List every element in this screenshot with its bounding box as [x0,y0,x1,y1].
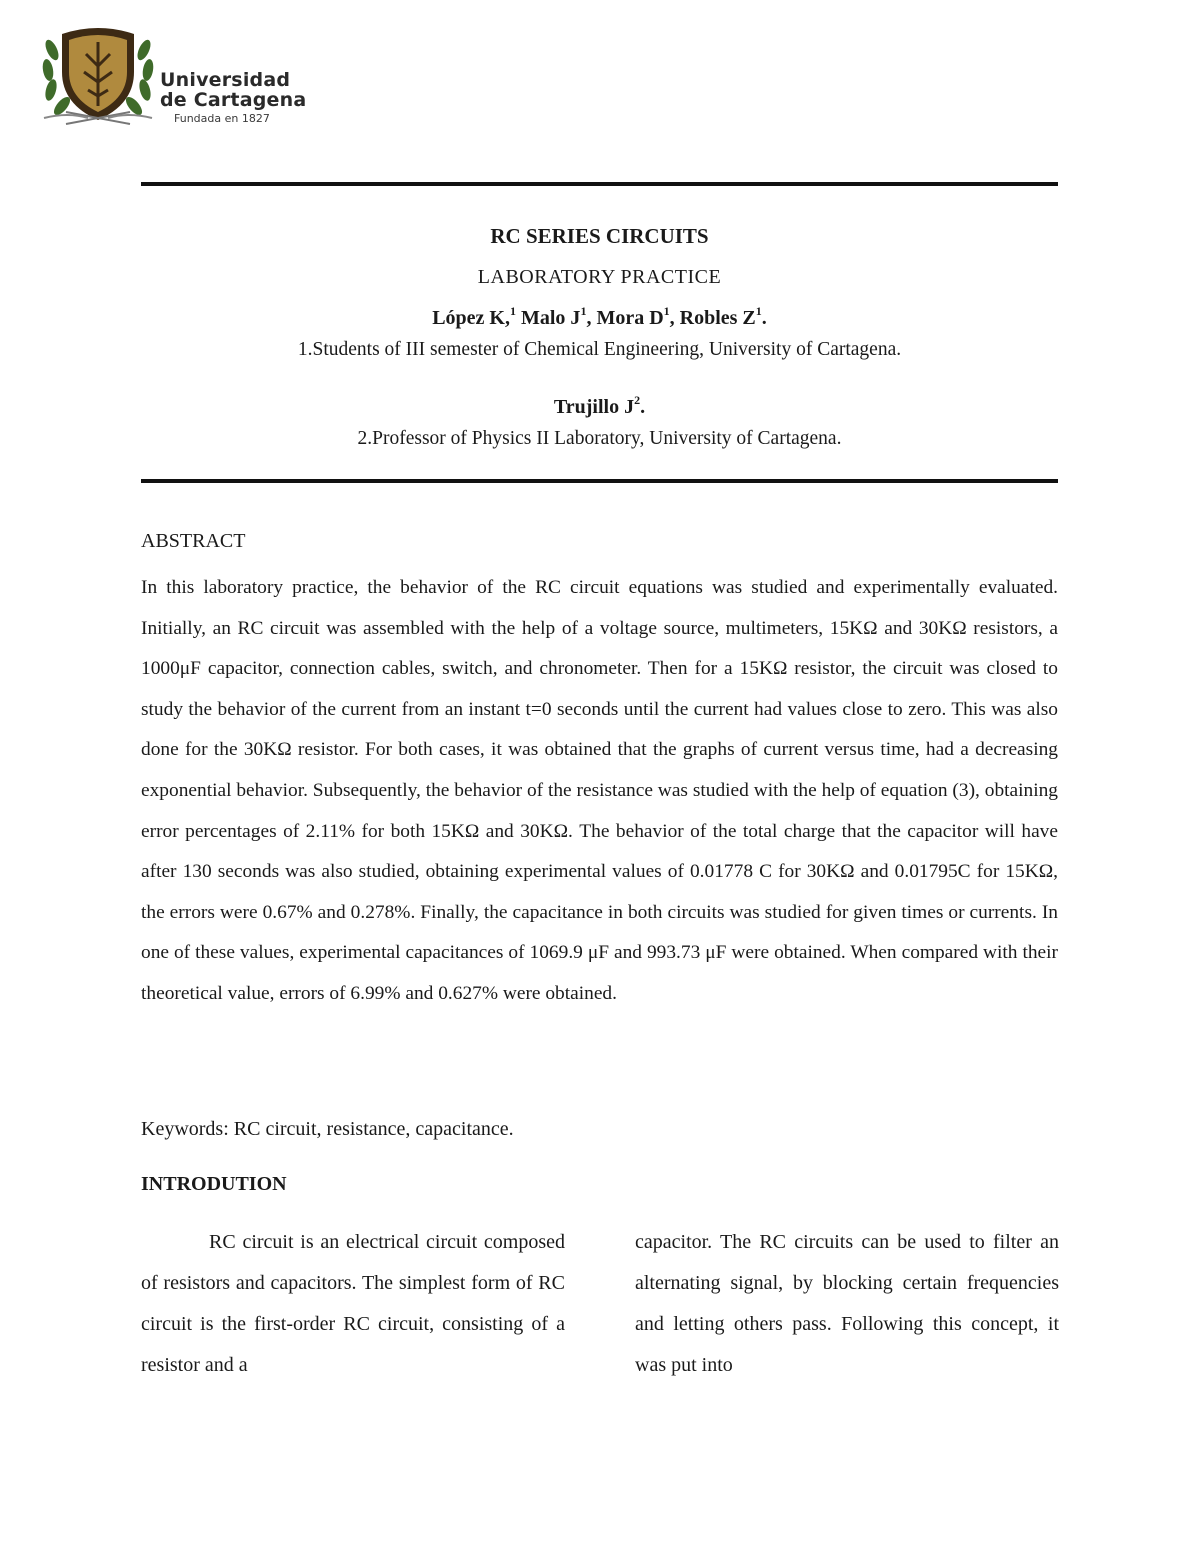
professor-name [141,393,1058,419]
affiliation-students: 1.Students of III semester of Chemical Engineering, University of Cartagena. [297,339,902,360]
university-crest-icon [38,20,158,132]
affiliation-marker: 1 [755,304,762,318]
abstract-heading: ABSTRACT [141,530,246,552]
affiliation-marker: 1 [663,304,670,318]
paper-title: RC SERIES CIRCUITS [490,224,709,248]
paper-subtitle: LABORATORY PRACTICE [477,266,722,288]
author-robles: , Robles Z [669,307,756,329]
introduction-column-left: RC circuit is an electrical circuit composed of resistors and capacitors. The simplest form of RC circuit is the first-order RC circuit, consisting of a resistor and a [141,1231,565,1376]
header-divider-top [141,182,1058,186]
introduction-column-right: capacitor. The RC circuits can be used to filter an alternating signal, by blocking certain frequencies and letting others pass. Following this concept, it was put into [635,1231,1059,1376]
professor-end: . [640,396,646,418]
author-list [141,304,1058,330]
abstract-body: In this laboratory practice, the behavior of the RC circuit equations was studied and experimentally evaluated. Initially, an RC circuit was assembled with the help of a voltage source, multimeters, 15KΩ and 30KΩ resistors, a 1000μF capacitor, connection cables, switch, and chronometer. Then for a 15KΩ resistor, the circuit was closed to study the behavior of the current from an instant t=0 seconds until the current had values close to zero. This was also done for the 30KΩ resistor. For both cases, it was obtained that the graphs of current versus time, had a decreasing exponential behavior. Subsequently, the behavior of the resistance was studied with the help of equation (3), obtaining error percentages of 2.11% for both 15KΩ and 30KΩ. The behavior of the total charge that the capacitor will have after 130 seconds was also studied, obtaining experimental values of 0.01778 C for 30KΩ and 0.01795C for 15KΩ, the errors were 0.67% and 0.278%. Finally, the capacitance in both circuits was studied for given times or currents. In one of these values, experimental capacitances of 1069.9 μF and 993.73 μF were obtained. When compared with their theoretical value, errors of 6.99% and 0.627% were obtained. [141,577,1058,1004]
affiliation-professor: 2.Professor of Physics II Laboratory, University of Cartagena. [357,428,842,449]
logo-city-name: de Cartagena [160,89,307,111]
author-malo: Malo J [516,307,581,329]
logo-university-name: Universidad [160,69,291,91]
introduction-heading: INTRODUTION [141,1173,287,1195]
author-lopez: López K, [432,307,510,329]
keywords: Keywords: RC circuit, resistance, capacitance. [141,1118,514,1140]
header-divider-bottom [141,479,1058,483]
logo-founded: Fundada en 1827 [174,112,270,125]
affiliation-marker: 1 [510,304,516,318]
author-mora: , Mora D [586,307,664,329]
author-list-end: . [761,307,767,329]
professor-label: Trujillo J [553,396,635,418]
affiliation-marker: 2 [634,393,641,407]
logo-wordmark [160,70,306,128]
affiliation-marker: 1 [580,304,587,318]
